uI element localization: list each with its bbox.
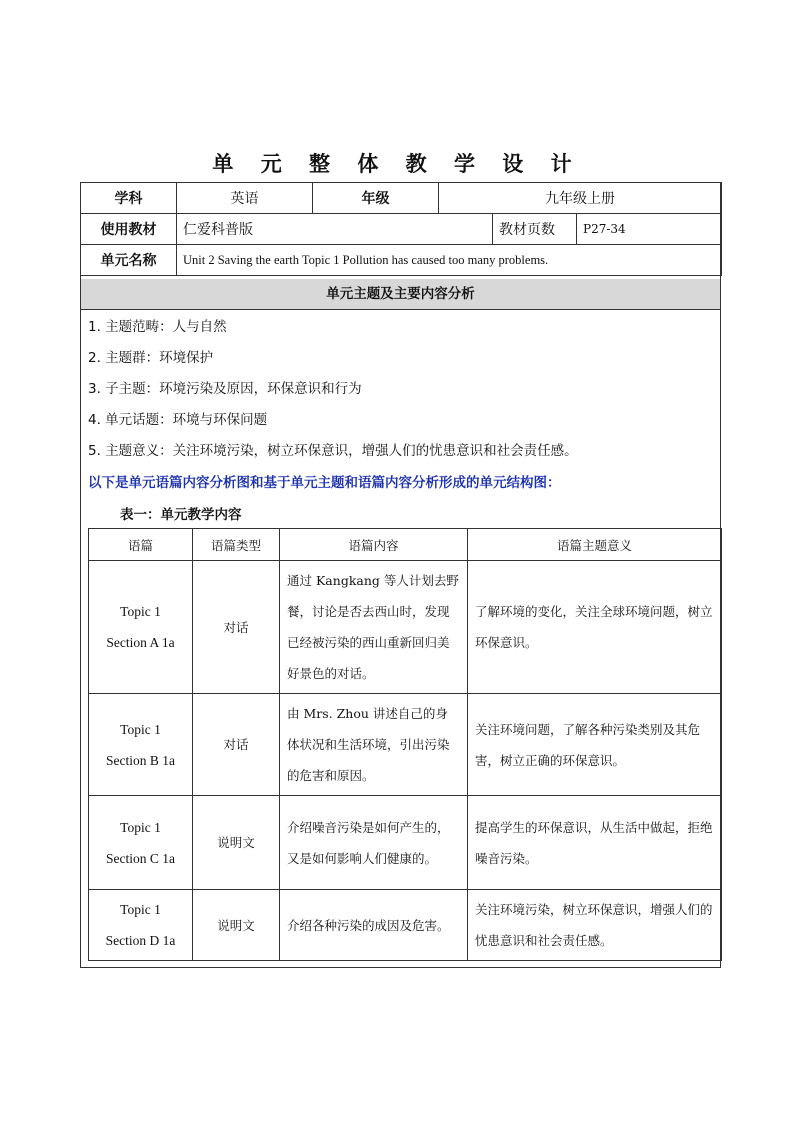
grade-value: 九年级上册 (439, 183, 722, 214)
content-cell: 介绍各种污染的成因及危害。 (280, 890, 468, 961)
theme-list (88, 316, 718, 471)
info-row-unit (81, 245, 722, 276)
header-meaning: 语篇主题意义 (468, 529, 722, 561)
table-title: 表一：单元教学内容 (120, 507, 242, 523)
analysis-note: 以下是单元语篇内容分析图和基于单元主题和语篇内容分析形成的单元结构图： (88, 475, 561, 491)
topic-cell (89, 890, 193, 961)
section-label: Section A 1a (106, 635, 175, 650)
pages-value: P27-34 (577, 214, 722, 245)
section-label: Section C 1a (106, 850, 175, 866)
topic-label: Topic 1 (120, 721, 161, 737)
theme-item: 1. 主题范畴：人与自然 (88, 319, 227, 335)
unit-label: 单元名称 (81, 245, 177, 276)
pages-label: 教材页数 (493, 214, 577, 245)
section-header: 单元主题及主要内容分析 (80, 279, 721, 310)
table-row (89, 694, 722, 796)
meaning-cell: 了解环境的变化，关注全球环境问题，树立环保意识。 (468, 561, 722, 694)
content-cell: 由 Mrs. Zhou 讲述自己的身体状况和生活环境，引出污染的危害和原因。 (280, 694, 468, 796)
type-cell: 说明文 (193, 890, 280, 961)
section-label: Section B 1a (106, 752, 175, 768)
subject-label: 学科 (81, 183, 177, 214)
header-content: 语篇内容 (280, 529, 468, 561)
info-table (80, 182, 722, 276)
theme-item: 5. 主题意义：关注环境污染，树立环保意识，增强人们的忧患意识和社会责任感。 (88, 443, 578, 459)
topic-cell (89, 694, 193, 796)
meaning-cell: 关注环境污染，树立环保意识，增强人们的忧患意识和社会责任感。 (468, 890, 722, 961)
theme-item: 2. 主题群：环境保护 (88, 350, 214, 366)
teaching-content-table (88, 528, 722, 961)
header-type: 语篇类型 (193, 529, 280, 561)
textbook-value: 仁爱科普版 (177, 214, 493, 245)
topic-cell (89, 561, 193, 694)
header-text: 语篇 (89, 529, 193, 561)
type-cell: 对话 (193, 694, 280, 796)
textbook-label: 使用教材 (81, 214, 177, 245)
type-cell: 说明文 (193, 796, 280, 890)
meaning-cell: 提高学生的环保意识，从生活中做起，拒绝噪音污染。 (468, 796, 722, 890)
table-row (89, 890, 722, 961)
theme-item: 4. 单元话题：环境与环保问题 (88, 412, 268, 428)
info-row-subject (81, 183, 722, 214)
grade-label: 年级 (313, 183, 439, 214)
unit-value: Unit 2 Saving the earth Topic 1 Pollution has caused too many problems. (177, 245, 722, 276)
theme-item: 3. 子主题：环境污染及原因，环保意识和行为 (88, 381, 362, 397)
content-cell: 通过 Kangkang 等人计划去野餐，讨论是否去西山时，发现已经被污染的西山重新回归美好景色的对话。 (280, 561, 468, 694)
content-cell: 介绍噪音污染是如何产生的，又是如何影响人们健康的。 (280, 796, 468, 890)
topic-cell (89, 796, 193, 890)
topic-label: Topic 1 (120, 902, 161, 917)
table-header-row (89, 529, 722, 561)
table-row (89, 561, 722, 694)
info-row-textbook (81, 214, 722, 245)
topic-label: Topic 1 (120, 819, 161, 835)
document-title: 单 元 整 体 教 学 设 计 (212, 151, 582, 176)
table-row (89, 796, 722, 890)
topic-label: Topic 1 (120, 604, 161, 619)
type-cell: 对话 (193, 561, 280, 694)
subject-value: 英语 (177, 183, 313, 214)
meaning-cell: 关注环境问题，了解各种污染类别及其危害，树立正确的环保意识。 (468, 694, 722, 796)
section-label: Section D 1a (105, 933, 176, 948)
